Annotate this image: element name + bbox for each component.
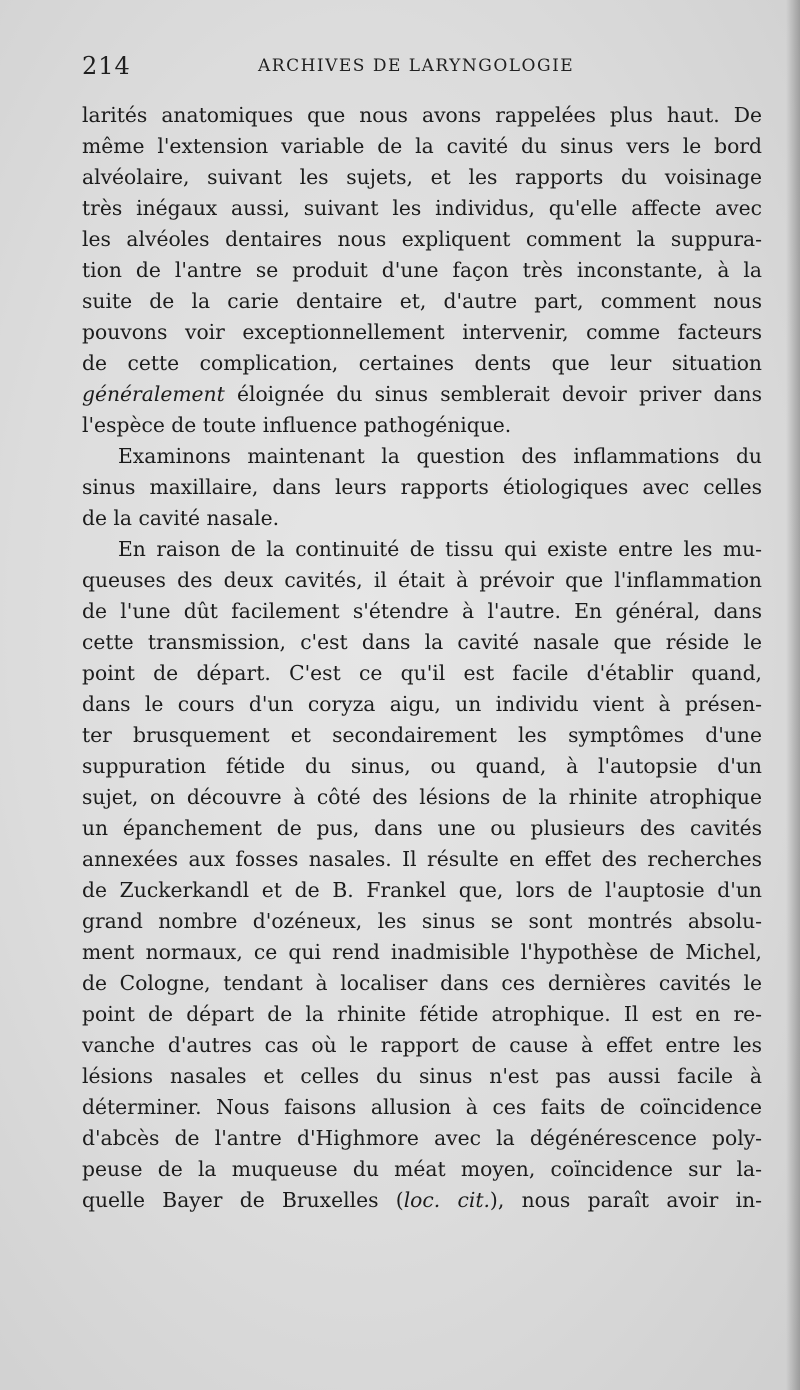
- text-line: cette transmission, c'est dans la cavité nasale que réside le: [82, 630, 762, 654]
- page-edge-shadow: [786, 0, 800, 1390]
- running-title: ARCHIVES DE LARYNGOLOGIE: [258, 56, 575, 76]
- text-line: très inégaux aussi, suivant les individus, qu'elle affecte avec: [82, 196, 762, 220]
- text-line: de Cologne, tendant à localiser dans ces dernières cavités le: [82, 971, 762, 995]
- paragraph-start-line: En raison de la continuité de tissu qui existe entre les mu-: [118, 537, 762, 561]
- page-number: 214: [82, 52, 131, 80]
- text-fragment: ), nous paraît avoir in-: [489, 1188, 762, 1212]
- text-line: déterminer. Nous faisons allusion à ces faits de coïncidence: [82, 1095, 762, 1119]
- text-line: sinus maxillaire, dans leurs rapports étiologiques avec celles: [82, 475, 762, 499]
- paragraph-start-line: Examinons maintenant la question des inflammations du: [118, 444, 762, 468]
- text-line: ter brusquement et secondairement les symptômes d'une: [82, 723, 762, 747]
- text-line: point de départ de la rhinite fétide atrophique. Il est en re-: [82, 1002, 762, 1026]
- text-line: larités anatomiques que nous avons rappelées plus haut. De: [82, 103, 762, 127]
- text-line: annexées aux fosses nasales. Il résulte en effet des recherches: [82, 847, 762, 871]
- text-line: lésions nasales et celles du sinus n'est pas aussi facile à: [82, 1064, 762, 1088]
- text-line: ment normaux, ce qui rend inadmisible l'hypothèse de Michel,: [82, 940, 762, 964]
- text-line: pouvons voir exceptionnellement intervenir, comme facteurs: [82, 320, 762, 344]
- text-line: point de départ. C'est ce qu'il est facile d'établir quand,: [82, 661, 762, 685]
- text-line: de cette complication, certaines dents que leur situation: [82, 351, 762, 375]
- text-line-mixed: [82, 1185, 762, 1216]
- text-line: les alvéoles dentaires nous expliquent comment la suppura-: [82, 227, 762, 251]
- text-line: suite de la carie dentaire et, d'autre part, comment nous: [82, 289, 762, 313]
- text-line: l'espèce de toute influence pathogénique.: [82, 413, 512, 437]
- text-fragment: éloignée du sinus semblerait devoir priver dans: [236, 382, 762, 406]
- italic-citation: loc. cit.: [403, 1188, 490, 1212]
- text-line: grand nombre d'ozéneux, les sinus se sont montrés absolu-: [82, 909, 762, 933]
- text-line: de la cavité nasale.: [82, 506, 280, 530]
- text-line: suppuration fétide du sinus, ou quand, à l'autopsie d'un: [82, 754, 762, 778]
- text-line: de l'une dût facilement s'étendre à l'autre. En général, dans: [82, 599, 762, 623]
- text-line: dans le cours d'un coryza aigu, un individu vient à présen-: [82, 692, 762, 716]
- text-line: tion de l'antre se produit d'une façon très inconstante, à la: [82, 258, 762, 282]
- text-fragment: quelle Bayer de Bruxelles (: [82, 1188, 404, 1212]
- text-line: d'abcès de l'antre d'Highmore avec la dégénérescence poly-: [82, 1126, 762, 1150]
- text-line-mixed: [82, 379, 762, 410]
- text-line: sujet, on découvre à côté des lésions de la rhinite atrophique: [82, 785, 762, 809]
- italic-word: généralement: [82, 382, 225, 406]
- text-line: même l'extension variable de la cavité du sinus vers le bord: [82, 134, 762, 158]
- text-line: queuses des deux cavités, il était à prévoir que l'inflammation: [82, 568, 762, 592]
- page-header: [82, 50, 762, 90]
- text-line: vanche d'autres cas où le rapport de cause à effet entre les: [82, 1033, 762, 1057]
- text-line: un épanchement de pus, dans une ou plusieurs des cavités: [82, 816, 762, 840]
- body-text: [82, 100, 762, 1216]
- text-line: alvéolaire, suivant les sujets, et les rapports du voisinage: [82, 165, 762, 189]
- text-line: peuse de la muqueuse du méat moyen, coïncidence sur la-: [82, 1157, 762, 1181]
- text-line: de Zuckerkandl et de B. Frankel que, lors de l'auptosie d'un: [82, 878, 762, 902]
